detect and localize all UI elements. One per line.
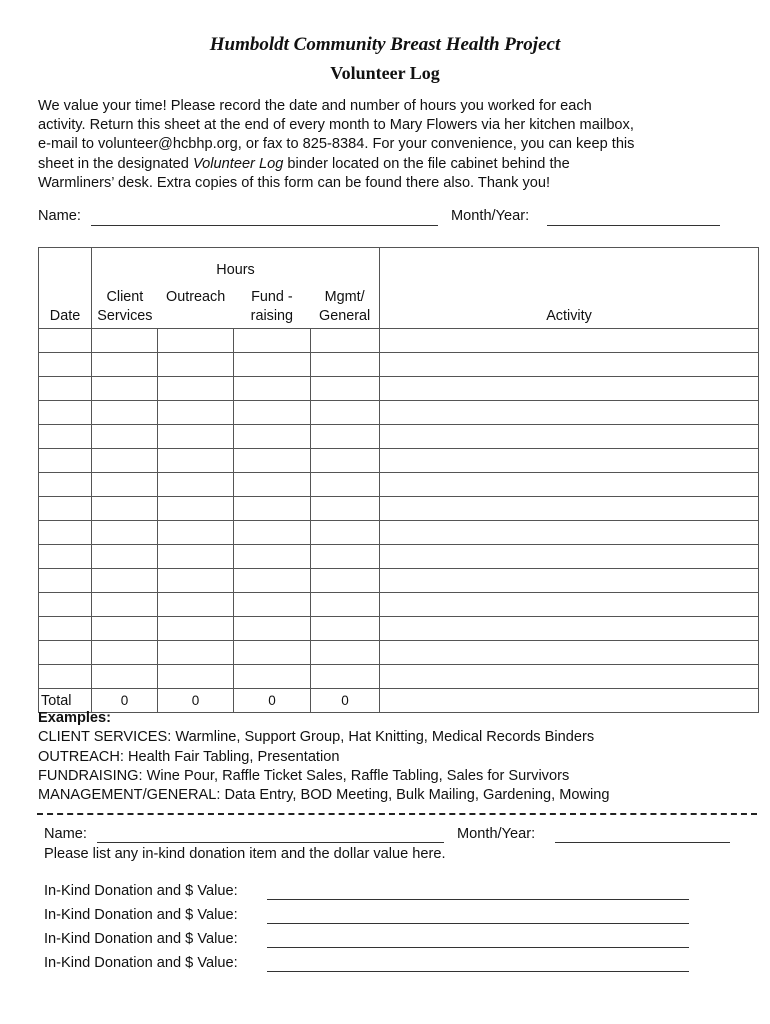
intro-line [38,155,738,174]
entry-fundraising[interactable] [234,497,311,521]
entry-mgmt-general[interactable] [311,569,380,593]
entry-client-services[interactable] [92,545,158,569]
entry-outreach[interactable] [158,401,234,425]
donation-instruction: Please list any in-kind donation item and the dollar value here. [44,846,446,862]
entry-date[interactable] [39,617,92,641]
entry-date[interactable] [39,641,92,665]
entry-fundraising[interactable] [234,449,311,473]
form-title: Humboldt Community Breast Health Project [209,34,561,55]
entry-outreach[interactable] [158,497,234,521]
example-client-services: CLIENT SERVICES: Warmline, Support Group, Hat Knitting, Medical Records Binders [38,729,595,746]
inkind-field[interactable] [267,971,689,972]
entry-date[interactable] [39,353,92,377]
entry-outreach[interactable] [158,569,234,593]
table-row [39,593,759,617]
entry-client-services[interactable] [92,569,158,593]
entry-outreach[interactable] [158,545,234,569]
entry-outreach[interactable] [158,377,234,401]
name-field[interactable] [91,225,438,226]
header-activity: Activity [380,248,759,329]
inkind-label: In-Kind Donation and $ Value: [44,955,238,971]
examples-title: Examples: [38,710,112,726]
name-label: Name: [38,208,81,224]
example-management: MANAGEMENT/GENERAL: Data Entry, BOD Meeting, Bulk Mailing, Gardening, Mowing [38,787,610,804]
table-row [39,377,759,401]
table-row [39,353,759,377]
table-header-row [39,248,759,329]
entry-date[interactable] [39,449,92,473]
table-row [39,521,759,545]
table-row [39,665,759,689]
entry-mgmt-general[interactable] [311,401,380,425]
entry-mgmt-general[interactable] [311,617,380,641]
entry-client-services[interactable] [92,401,158,425]
entry-fundraising[interactable] [234,353,311,377]
entry-fundraising[interactable] [234,425,311,449]
entry-outreach[interactable] [158,665,234,689]
entry-activity[interactable] [380,545,759,569]
entry-client-services[interactable] [92,641,158,665]
entry-outreach[interactable] [158,641,234,665]
entry-date[interactable] [39,569,92,593]
table-row [39,545,759,569]
entry-fundraising[interactable] [234,473,311,497]
entry-outreach[interactable] [158,425,234,449]
donation-name-field[interactable] [97,842,444,843]
entry-fundraising[interactable] [234,545,311,569]
month-year-label: Month/Year: [451,208,530,224]
entry-activity[interactable] [380,569,759,593]
entry-outreach[interactable] [158,473,234,497]
entry-activity[interactable] [380,665,759,689]
entry-mgmt-general[interactable] [311,545,380,569]
entry-mgmt-general[interactable] [311,329,380,353]
entry-fundraising[interactable] [234,329,311,353]
entry-fundraising[interactable] [234,521,311,545]
entry-date[interactable] [39,473,92,497]
intro-line: activity. Return this sheet at the end of every month to Mary Flowers via her kitchen mailbox, [38,117,634,134]
intro-line: e-mail to volunteer@hcbhp.org, or fax to 825-8384. For your convenience, you can keep this [38,136,635,153]
table-row [39,641,759,665]
entry-activity[interactable] [380,353,759,377]
donation-month-year-field[interactable] [555,842,730,843]
entry-client-services[interactable] [92,425,158,449]
total-outreach: 0 [158,689,234,713]
entry-date[interactable] [39,545,92,569]
inkind-label: In-Kind Donation and $ Value: [44,883,238,899]
entry-outreach[interactable] [158,593,234,617]
header-hours: Hours [216,262,255,278]
inkind-label: In-Kind Donation and $ Value: [44,931,238,947]
total-label: Total [39,689,92,713]
cut-line [37,813,757,815]
entry-date[interactable] [39,401,92,425]
entry-date[interactable] [39,665,92,689]
header-hours-group [92,248,380,329]
entry-mgmt-general[interactable] [311,593,380,617]
table-row [39,425,759,449]
volunteer-log-table [38,247,759,713]
table-row [39,329,759,353]
table-row [39,473,759,497]
donation-month-year-label: Month/Year: [457,826,536,842]
entry-mgmt-general[interactable] [311,449,380,473]
entry-outreach[interactable] [158,353,234,377]
form-subtitle: Volunteer Log [330,63,440,83]
entry-mgmt-general[interactable] [311,473,380,497]
total-fundraising: 0 [234,689,311,713]
binder-name: Volunteer Log [192,155,284,172]
entry-activity[interactable] [380,641,759,665]
entry-mgmt-general[interactable] [311,497,380,521]
entry-outreach[interactable] [158,617,234,641]
entry-fundraising[interactable] [234,569,311,593]
entry-fundraising[interactable] [234,641,311,665]
entry-fundraising[interactable] [234,593,311,617]
entry-client-services[interactable] [92,521,158,545]
entry-activity[interactable] [380,521,759,545]
intro-paragraph [38,97,738,193]
entry-client-services[interactable] [92,473,158,497]
header-mgmt-general: Mgmt/ General [319,289,371,324]
total-mgmt-general: 0 [311,689,380,713]
entry-activity[interactable] [380,593,759,617]
entry-mgmt-general[interactable] [311,353,380,377]
entry-activity[interactable] [380,497,759,521]
entry-activity[interactable] [380,617,759,641]
entry-date[interactable] [39,377,92,401]
entry-client-services[interactable] [92,593,158,617]
entry-client-services[interactable] [92,665,158,689]
donation-name-label: Name: [44,826,87,842]
entry-fundraising[interactable] [234,377,311,401]
inkind-field[interactable] [267,923,689,924]
intro-line: We value your time! Please record the date and number of hours you worked for each [38,98,592,114]
entry-fundraising[interactable] [234,617,311,641]
entry-activity[interactable] [380,473,759,497]
table-row [39,497,759,521]
entry-mgmt-general[interactable] [311,425,380,449]
intro-text: sheet in the designated [38,155,193,172]
entry-mgmt-general[interactable] [311,377,380,401]
inkind-label: In-Kind Donation and $ Value: [44,907,238,923]
month-year-field[interactable] [547,225,720,226]
table-row [39,449,759,473]
example-outreach: OUTREACH: Health Fair Tabling, Presentation [38,748,340,765]
entry-date[interactable] [39,329,92,353]
header-fundraising: Fund - raising [250,289,294,324]
entry-activity[interactable] [380,377,759,401]
header-outreach: Outreach [166,289,226,305]
table-row [39,569,759,593]
inkind-field[interactable] [267,899,689,900]
entry-activity[interactable] [380,449,759,473]
entry-activity[interactable] [380,425,759,449]
entry-outreach[interactable] [158,449,234,473]
entry-mgmt-general[interactable] [311,641,380,665]
example-fundraising: FUNDRAISING: Wine Pour, Raffle Ticket Sales, Raffle Tabling, Sales for Survivors [38,767,570,784]
entry-client-services[interactable] [92,449,158,473]
entry-client-services[interactable] [92,329,158,353]
entry-client-services[interactable] [92,617,158,641]
inkind-field[interactable] [267,947,689,948]
entry-mgmt-general[interactable] [311,521,380,545]
header-date: Date [39,248,92,329]
entry-activity[interactable] [380,329,759,353]
entry-fundraising[interactable] [234,401,311,425]
table-row [39,617,759,641]
examples-section [38,709,610,805]
entry-outreach[interactable] [158,521,234,545]
entry-client-services[interactable] [92,377,158,401]
entry-date[interactable] [39,425,92,449]
total-client-services: 0 [92,689,158,713]
entry-date[interactable] [39,521,92,545]
table-row [39,401,759,425]
entry-activity[interactable] [380,401,759,425]
entry-client-services[interactable] [92,497,158,521]
header-client-services: Client Services [97,289,153,324]
entry-client-services[interactable] [92,353,158,377]
entry-date[interactable] [39,593,92,617]
intro-text: binder located on the file cabinet behind the [283,155,570,172]
entry-date[interactable] [39,497,92,521]
entry-outreach[interactable] [158,329,234,353]
intro-line: Warmliners’ desk. Extra copies of this form can be found there also. Thank you! [38,174,551,191]
entry-mgmt-general[interactable] [311,665,380,689]
entry-fundraising[interactable] [234,665,311,689]
